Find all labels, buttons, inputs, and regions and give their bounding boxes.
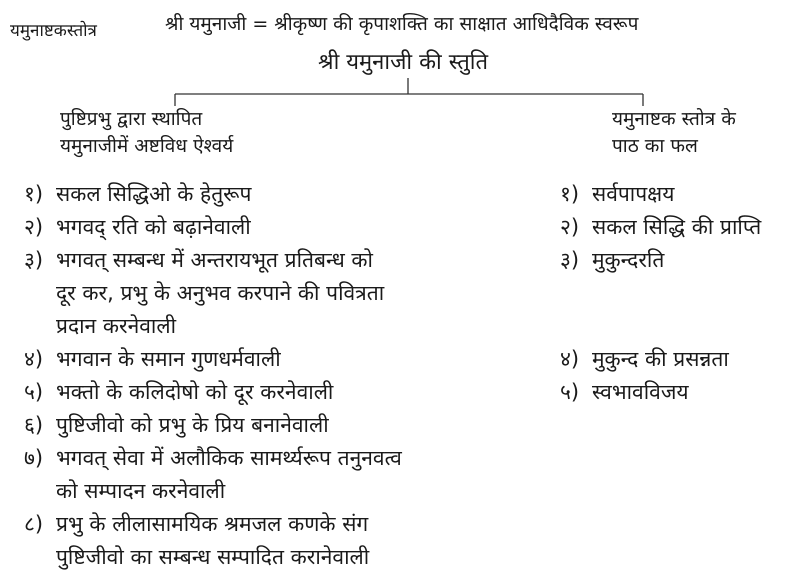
list-item	[24, 442, 402, 508]
right-heading-line2: पाठ का फल	[612, 135, 698, 157]
item-text: भगवत् सेवा में अलौकिक सामर्थ्यरूप तनुनवत्व	[56, 446, 402, 470]
item-number: २)	[24, 215, 44, 239]
item-text: पुष्टिजीवो को प्रभु के प्रिय बनानेवाली	[56, 413, 329, 437]
item-text-cont: दूर कर, प्रभु के अनुभव करपाने की पवित्रता	[56, 281, 385, 305]
item-number: २)	[560, 215, 580, 239]
item-number: ७)	[24, 446, 44, 470]
item-number: ५)	[24, 380, 44, 404]
item-number: ६)	[24, 413, 44, 437]
item-text: प्रभु के लीलासामयिक श्रमजल कणके संग	[56, 512, 369, 536]
item-text: भगवद् रति को बढ़ानेवाली	[56, 215, 251, 239]
item-text-cont: पुष्टिजीवो का सम्बन्ध सम्पादित करानेवाली	[56, 545, 370, 569]
list-item	[24, 409, 402, 442]
item-text: भगवान के समान गुणधर्मवाली	[56, 347, 281, 371]
diagram-title: श्री यमुनाजी की स्तुति	[318, 50, 489, 75]
right-branch-list	[560, 178, 761, 409]
spacer	[560, 277, 761, 310]
list-item	[560, 376, 761, 409]
item-number: ४)	[24, 347, 44, 371]
list-item	[24, 178, 402, 211]
list-item	[24, 376, 402, 409]
list-item	[560, 178, 761, 211]
item-text: भगवत् सम्बन्ध में अन्तरायभूत प्रतिबन्ध को	[56, 248, 373, 272]
item-text: सर्वपापक्षय	[592, 182, 675, 206]
list-item	[560, 244, 761, 277]
item-number: ४)	[560, 347, 580, 371]
left-heading-line2: यमुनाजीमें अष्टविध ऐश्वर्य	[60, 135, 234, 157]
header-left-label: यमुनाष्टकस्तोत्र	[10, 21, 97, 41]
list-item	[24, 343, 402, 376]
item-number: ३)	[560, 248, 580, 272]
item-text-cont: को सम्पादन करनेवाली	[56, 479, 226, 503]
item-number: १)	[560, 182, 580, 206]
item-text-cont: प्रदान करनेवाली	[56, 314, 177, 338]
left-branch-heading	[60, 106, 233, 160]
item-number: १)	[24, 182, 44, 206]
list-item	[560, 211, 761, 244]
item-text: सकल सिद्धिओ के हेतुरूप	[56, 182, 252, 206]
item-number: ५)	[560, 380, 580, 404]
item-text: मुकुन्दरति	[592, 248, 665, 272]
item-text: सकल सिद्धि की प्राप्ति	[592, 215, 762, 239]
list-item	[560, 343, 761, 376]
item-text: मुकुन्द की प्रसन्नता	[592, 347, 729, 371]
right-branch-heading	[612, 106, 736, 160]
spacer	[560, 310, 761, 343]
left-branch-list	[24, 178, 402, 574]
header-main-text: श्री यमुनाजी = श्रीकृष्ण की कृपाशक्ति का साक्षात आधिदैविक स्वरूप	[165, 13, 639, 35]
item-text: स्वभावविजय	[592, 380, 689, 404]
list-item	[24, 508, 402, 574]
right-heading-line1: यमुनाष्टक स्तोत्र के	[612, 108, 736, 130]
list-item	[24, 244, 402, 343]
list-item	[24, 211, 402, 244]
item-number: ३)	[24, 248, 44, 272]
item-number: ८)	[24, 512, 44, 536]
left-heading-line1: पुष्टिप्रभु द्वारा स्थापित	[60, 108, 203, 130]
item-text: भक्तो के कलिदोषो को दूर करनेवाली	[56, 380, 334, 404]
